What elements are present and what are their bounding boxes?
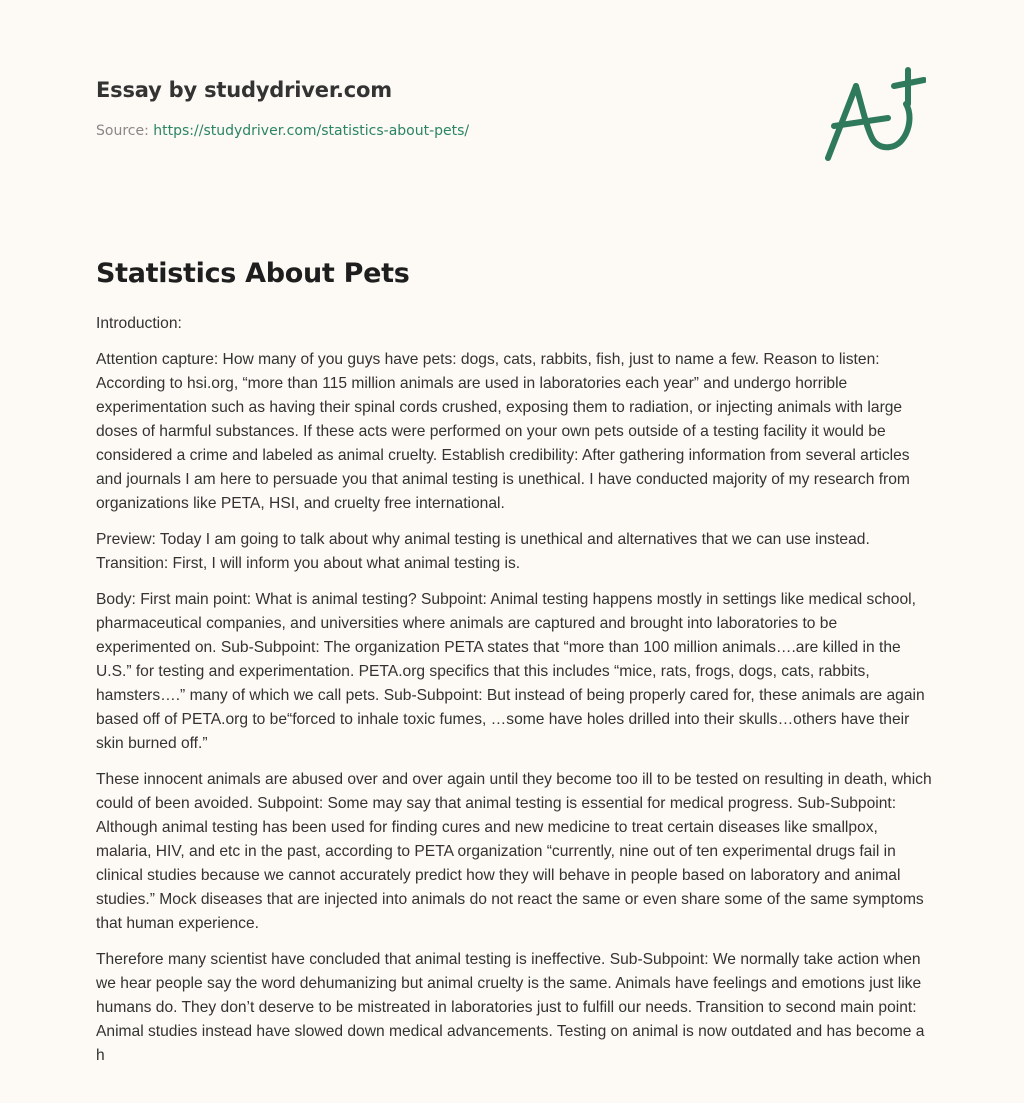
site-title: Essay by studydriver.com — [96, 78, 392, 102]
a-plus-grade-icon — [822, 66, 926, 164]
paragraph-attention: Attention capture: How many of you guys have pets: dogs, cats, rabbits, fish, just to name a few. Reason to listen: According to hsi.org, “more than 115 million animals are used in laboratories each year” and undergo horrible experimentation such as having their spinal cords crushed, exposing them to radiation, or injecting animals with large doses of harmful substances. If these acts were performed on your own pets outside of a testing facility it would be considered a crime and labeled as animal cruelty. Establish credibility: After gathering information from several articles and journals I am here to persuade you that animal testing is unethical. I have conducted majority of my research from organizations like PETA, HSI, and cruelty free international. — [96, 351, 910, 512]
source-link[interactable]: https://studydriver.com/statistics-about-pets/ — [153, 123, 470, 139]
essay-content — [96, 254, 934, 1080]
source-line — [96, 121, 796, 141]
paragraph-preview: Preview: Today I am going to talk about why animal testing is unethical and alternatives that we can use instead. Transition: First, I will inform you about what animal testing is. — [96, 531, 870, 572]
paragraph-body: Body: First main point: What is animal testing? Subpoint: Animal testing happens mostly in settings like medical school, pharmaceutical companies, and universities where animals are captured and brought into laboratories to be experimented on. Sub-Subpoint: The organization PETA states that “more than 100 million animals….are killed in the U.S.” for testing and experimentation. PETA.org specifics that this includes “mice, rats, frogs, dogs, cats, rabbits, hamsters….” many of which we call pets. Sub-Subpoint: But instead of being properly cared for, these animals are again based off of PETA.org to be“forced to inhale toxic fumes, …some have holes drilled into their skulls…others have their skin burned off.” — [96, 591, 925, 752]
essay-header — [96, 74, 796, 141]
source-label: Source: — [96, 123, 149, 139]
paragraph-therefore: Therefore many scientist have concluded that animal testing is ineffective. Sub-Subpoint: We normally take action when we hear people say the word dehumanizing but animal cruelty is the same. Animals have feelings and emotions just like humans do. They don’t deserve to be mistreated in laboratories just to fulfill our needs. Transition to second main point: Animal studies instead have slowed down medical advancements. Testing on animal is now outdated and has become a h — [96, 951, 925, 1064]
page-title: Statistics About Pets — [96, 258, 410, 289]
paragraph-innocent-animals: These innocent animals are abused over and over again until they become too ill to be tested on resulting in death, which could of been avoided. Subpoint: Some may say that animal testing is essential for medical progress. Sub-Subpoint: Although animal testing has been used for finding cures and new medicine to treat certain diseases like smallpox, malaria, HIV, and etc in the past, according to PETA organization “currently, nine out of ten experimental drugs fail in clinical studies because we cannot accurately predict how they will behave in people based on laboratory and animal studies.” Mock diseases that are injected into animals do not react the same or even share some of the same symptoms that human experience. — [96, 771, 932, 932]
paragraph-introduction: Introduction: — [96, 315, 182, 332]
